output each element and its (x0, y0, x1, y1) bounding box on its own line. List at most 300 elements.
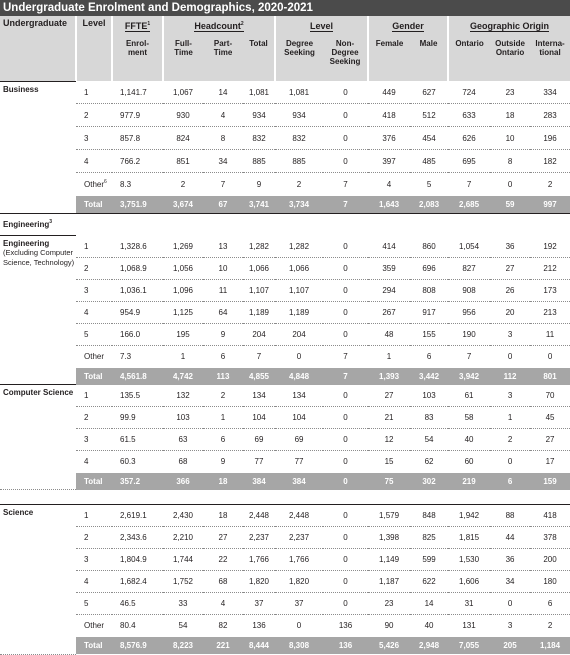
value-cell: 68 (178, 456, 188, 466)
value-cell: 0 (323, 127, 368, 150)
header-headcount: Headcount$^2$ (163, 16, 275, 36)
value-cell: 7 (466, 351, 472, 361)
total-value: 5,426 (368, 637, 410, 655)
value-cell: 83 (410, 406, 448, 428)
total-value: 205 (490, 637, 530, 655)
table-row (0, 104, 570, 127)
value-cell: 0 (323, 527, 368, 549)
level-cell: Other (84, 351, 105, 361)
value-cell: 90 (384, 621, 394, 630)
engineering-program-name (0, 236, 76, 385)
value-cell: 485 (410, 150, 448, 173)
value-cell: 1,606 (448, 571, 490, 593)
total-label: Total (76, 367, 112, 385)
value-cell: 37 (243, 593, 275, 615)
header-male: Male (410, 36, 448, 81)
value-cell: 88 (490, 505, 530, 527)
value-cell: 10 (203, 257, 243, 279)
table-row (0, 428, 570, 450)
total-value: 18 (203, 472, 243, 490)
value-cell: 212 (530, 257, 570, 279)
value-cell: 1,068.9 (112, 257, 163, 279)
header-geographic-origin: Geographic Origin (448, 16, 570, 36)
value-cell: 7 (256, 351, 262, 361)
value-cell: 397 (368, 150, 410, 173)
value-cell: 0 (323, 150, 368, 173)
value-cell: 2,430 (163, 505, 203, 527)
value-cell: 213 (530, 301, 570, 323)
value-cell: 626 (448, 127, 490, 150)
value-cell: 69 (243, 428, 275, 450)
value-cell: 2,237 (243, 527, 275, 549)
value-cell: 61.5 (112, 428, 163, 450)
value-cell: 45 (530, 406, 570, 428)
total-value: 801 (530, 367, 570, 385)
value-cell: 1,081 (243, 81, 275, 104)
value-cell: 5 (426, 179, 432, 189)
value-cell: 9 (256, 179, 262, 189)
value-cell: 2 (203, 385, 243, 407)
value-cell: 1 (180, 351, 186, 361)
value-cell: 0 (323, 81, 368, 104)
value-cell: 7.3 (120, 351, 132, 361)
table-row (0, 406, 570, 428)
value-cell: 1,682.4 (112, 571, 163, 593)
level-cell: 1 (76, 81, 112, 104)
value-cell: 857.8 (112, 127, 163, 150)
value-cell: 104 (243, 406, 275, 428)
total-value: 2,685 (448, 196, 490, 214)
value-cell: 334 (530, 81, 570, 104)
business-program-name (0, 81, 76, 214)
value-cell: 132 (163, 385, 203, 407)
value-cell: 190 (448, 323, 490, 345)
total-value: 159 (530, 472, 570, 490)
header-level: Level (76, 16, 112, 81)
value-cell: 36 (490, 236, 530, 258)
value-cell: 599 (410, 549, 448, 571)
cs-program-name (0, 385, 76, 490)
header-ffte: FFTE$^1$ (112, 16, 163, 36)
value-cell: 1,066 (243, 257, 275, 279)
total-value: 2,083 (410, 196, 448, 214)
total-value: 3,751.9 (112, 196, 163, 214)
value-cell: 827 (448, 257, 490, 279)
level-cell: Other (84, 621, 105, 630)
level-cell: 5 (76, 323, 112, 345)
table-row (0, 150, 570, 173)
table-row (0, 127, 570, 150)
total-value: 3,741 (243, 196, 275, 214)
total-value: 1,643 (368, 196, 410, 214)
value-cell: 8 (490, 150, 530, 173)
value-cell: 12 (368, 428, 410, 450)
value-cell: 6 (203, 428, 243, 450)
value-cell: 2,448 (275, 505, 323, 527)
value-cell: 1,744 (163, 549, 203, 571)
level-cell: 2 (76, 406, 112, 428)
value-cell: 6 (530, 593, 570, 615)
header-outside-ontario: Outside Ontario (490, 36, 530, 81)
level-cell: 1 (76, 236, 112, 258)
value-cell: 1,067 (163, 81, 203, 104)
value-cell: 134 (243, 385, 275, 407)
total-value: 221 (203, 637, 243, 655)
value-cell: 378 (530, 527, 570, 549)
table-row (0, 549, 570, 571)
total-value: 75 (368, 472, 410, 490)
value-cell: 7 (466, 179, 472, 189)
value-cell: 26 (490, 279, 530, 301)
value-cell: 60 (464, 456, 474, 466)
value-cell: 1,766 (243, 549, 275, 571)
value-cell: 27 (368, 385, 410, 407)
total-value: 67 (203, 196, 243, 214)
value-cell: 1,328.6 (112, 236, 163, 258)
total-value: 3,442 (410, 367, 448, 385)
value-cell: 1,107 (243, 279, 275, 301)
total-value: 0 (323, 472, 368, 490)
table-row (0, 81, 570, 104)
value-cell: 2,210 (163, 527, 203, 549)
value-cell: 1,107 (275, 279, 323, 301)
value-cell: 103 (163, 406, 203, 428)
value-cell: 11 (203, 279, 243, 301)
value-cell: 860 (410, 236, 448, 258)
level-cell: 2 (76, 104, 112, 127)
level-cell: 3 (76, 279, 112, 301)
value-cell: 103 (410, 385, 448, 407)
table-row (0, 505, 570, 527)
value-cell: 173 (530, 279, 570, 301)
value-cell: 930 (163, 104, 203, 127)
value-cell: 0 (507, 351, 513, 361)
value-cell: 1,054 (448, 236, 490, 258)
level-label: Other (84, 179, 105, 189)
value-cell: 9 (203, 323, 243, 345)
value-cell: 449 (368, 81, 410, 104)
value-cell: 695 (448, 150, 490, 173)
value-cell: 1,579 (368, 505, 410, 527)
value-cell: 2 (547, 621, 553, 630)
header-enrolment: Enrol- ment (112, 36, 163, 81)
value-cell: 31 (448, 593, 490, 615)
level-cell (76, 173, 112, 196)
value-cell: 3 (490, 323, 530, 345)
value-cell: 155 (410, 323, 448, 345)
value-cell: 10 (490, 127, 530, 150)
value-cell: 2 (490, 428, 530, 450)
total-value: 6 (490, 472, 530, 490)
value-cell: 204 (243, 323, 275, 345)
total-value: 997 (530, 196, 570, 214)
value-cell: 1,141.7 (112, 81, 163, 104)
total-value: 3,734 (275, 196, 323, 214)
value-cell: 14 (203, 81, 243, 104)
total-value: 384 (243, 472, 275, 490)
header-international: Interna- tional (530, 36, 570, 81)
value-cell: 0 (323, 549, 368, 571)
value-cell: 2,619.1 (112, 505, 163, 527)
value-cell: 1,125 (163, 301, 203, 323)
footnote-marker: 3 (49, 219, 53, 225)
value-cell: 36 (490, 549, 530, 571)
value-cell: 1,096 (163, 279, 203, 301)
value-cell: 1,269 (163, 236, 203, 258)
value-cell: 27 (490, 257, 530, 279)
value-cell: 418 (530, 505, 570, 527)
value-cell: 917 (410, 301, 448, 323)
value-cell: 2,343.6 (112, 527, 163, 549)
value-cell: 33 (163, 593, 203, 615)
value-cell: 46.5 (112, 593, 163, 615)
value-cell: 0 (507, 456, 513, 466)
value-cell: 2,448 (243, 505, 275, 527)
total-value: 1,184 (530, 637, 570, 655)
value-cell: 1 (386, 351, 392, 361)
total-value: 8,223 (163, 637, 203, 655)
value-cell: 7 (343, 179, 348, 189)
value-cell: 1,149 (368, 549, 410, 571)
value-cell: 832 (243, 127, 275, 150)
value-cell: 62 (424, 456, 434, 466)
total-value: 59 (490, 196, 530, 214)
header-degree-seeking: Degree Seeking (275, 36, 323, 81)
total-value: 357.2 (112, 472, 163, 490)
value-cell: 633 (448, 104, 490, 127)
table-row (0, 450, 570, 472)
total-value: 366 (163, 472, 203, 490)
total-label: Total (76, 472, 112, 490)
section-gap (0, 490, 570, 505)
value-cell: 766.2 (112, 150, 163, 173)
total-label: Total (76, 196, 112, 214)
value-cell: 40 (424, 621, 434, 630)
value-cell: 4 (386, 179, 392, 189)
total-label: Total (76, 637, 112, 655)
table-row (0, 279, 570, 301)
value-cell: 195 (163, 323, 203, 345)
header-undergraduate: Undergraduate (0, 16, 76, 81)
total-row (0, 637, 570, 655)
total-value: 112 (490, 367, 530, 385)
total-value: 4,855 (243, 367, 275, 385)
value-cell: 1,282 (275, 236, 323, 258)
total-value: 3,942 (448, 367, 490, 385)
value-cell: 0 (296, 621, 302, 630)
value-cell: 131 (462, 621, 476, 630)
value-cell: 2 (180, 179, 186, 189)
value-cell: 825 (410, 527, 448, 549)
value-cell: 54 (178, 621, 188, 630)
value-cell: 832 (275, 127, 323, 150)
value-cell: 454 (410, 127, 448, 150)
table-title: Undergraduate Enrolment and Demographics, 2020-2021 (0, 0, 570, 16)
value-cell: 0 (323, 593, 368, 615)
total-value: 136 (323, 637, 368, 655)
value-cell: 0 (323, 104, 368, 127)
level-cell: 5 (76, 593, 112, 615)
value-cell: 70 (530, 385, 570, 407)
value-cell: 294 (368, 279, 410, 301)
table-row (0, 323, 570, 345)
value-cell: 8.3 (120, 179, 132, 189)
table-row (0, 385, 570, 407)
value-cell: 54 (410, 428, 448, 450)
value-cell: 136 (338, 621, 353, 630)
value-cell: 182 (530, 150, 570, 173)
level-cell: 1 (76, 505, 112, 527)
engineering-section-heading (0, 214, 570, 236)
value-cell: 359 (368, 257, 410, 279)
value-cell: 977.9 (112, 104, 163, 127)
value-cell: 21 (368, 406, 410, 428)
table-row (0, 301, 570, 323)
value-cell: 27 (530, 428, 570, 450)
value-cell: 3 (507, 621, 513, 630)
value-cell: 1,398 (368, 527, 410, 549)
header-female: Female (368, 36, 410, 81)
value-cell: 135.5 (112, 385, 163, 407)
value-cell: 0 (323, 257, 368, 279)
table-row (0, 615, 570, 637)
table-row (0, 593, 570, 615)
total-value: 4,742 (163, 367, 203, 385)
value-cell: 134 (275, 385, 323, 407)
value-cell: 18 (490, 104, 530, 127)
total-value: 3,674 (163, 196, 203, 214)
value-cell: 196 (530, 127, 570, 150)
value-cell: 6 (426, 351, 432, 361)
value-cell: 1,820 (243, 571, 275, 593)
total-value: 2,948 (410, 637, 448, 655)
value-cell: 4 (203, 104, 243, 127)
total-value: 4,848 (275, 367, 323, 385)
value-cell: 63 (163, 428, 203, 450)
value-cell: 418 (368, 104, 410, 127)
value-cell: 3 (490, 385, 530, 407)
level-cell: 4 (76, 571, 112, 593)
level-cell: 4 (84, 456, 89, 466)
table-row (0, 345, 570, 367)
value-cell: 1,056 (163, 257, 203, 279)
program-name-label: Science (3, 508, 34, 517)
value-cell: 0 (323, 385, 368, 407)
value-cell: 2,237 (275, 527, 323, 549)
value-cell: 1 (203, 406, 243, 428)
value-cell: 1,189 (275, 301, 323, 323)
value-cell: 48 (368, 323, 410, 345)
value-cell: 34 (490, 571, 530, 593)
total-row (0, 472, 570, 490)
header-non-degree-seeking: Non- Degree Seeking (323, 36, 368, 81)
value-cell: 0 (323, 406, 368, 428)
level-cell: 4 (76, 150, 112, 173)
total-value: 1,393 (368, 367, 410, 385)
value-cell: 37 (275, 593, 323, 615)
value-cell: 1,815 (448, 527, 490, 549)
value-cell: 99.9 (112, 406, 163, 428)
level-cell: 3 (76, 127, 112, 150)
value-cell: 1,187 (368, 571, 410, 593)
value-cell: 34 (203, 150, 243, 173)
value-cell: 512 (410, 104, 448, 127)
value-cell: 23 (368, 593, 410, 615)
value-cell: 22 (203, 549, 243, 571)
value-cell: 23 (490, 81, 530, 104)
value-cell: 13 (203, 236, 243, 258)
total-value: 7 (323, 196, 368, 214)
value-cell: 954.9 (112, 301, 163, 323)
value-cell: 61 (448, 385, 490, 407)
table-row (0, 257, 570, 279)
value-cell: 724 (448, 81, 490, 104)
value-cell: 7 (343, 351, 348, 361)
value-cell: 0 (490, 593, 530, 615)
level-cell: 4 (76, 301, 112, 323)
value-cell: 934 (275, 104, 323, 127)
value-cell: 180 (530, 571, 570, 593)
total-value: 7 (323, 367, 368, 385)
table-row (0, 571, 570, 593)
program-note: (Excluding Computer Science, Technology) (3, 248, 75, 267)
value-cell: 60.3 (120, 456, 136, 466)
value-cell: 27 (203, 527, 243, 549)
value-cell: 44 (490, 527, 530, 549)
value-cell: 0 (323, 505, 368, 527)
table-row (0, 527, 570, 549)
value-cell: 885 (243, 150, 275, 173)
value-cell: 11 (530, 323, 570, 345)
value-cell: 204 (275, 323, 323, 345)
total-value: 8,444 (243, 637, 275, 655)
value-cell: 0 (507, 179, 513, 189)
value-cell: 17 (545, 456, 555, 466)
value-cell: 9 (220, 456, 226, 466)
engineering-heading (0, 214, 570, 236)
total-value: 302 (410, 472, 448, 490)
value-cell: 15 (384, 456, 394, 466)
value-cell: 40 (448, 428, 490, 450)
value-cell: 885 (275, 150, 323, 173)
value-cell: 69 (275, 428, 323, 450)
total-value: 113 (203, 367, 243, 385)
value-cell: 848 (410, 505, 448, 527)
table-row (0, 236, 570, 258)
total-value: 8,576.9 (112, 637, 163, 655)
value-cell: 1,066 (275, 257, 323, 279)
total-value: 4,561.8 (112, 367, 163, 385)
value-cell: 166.0 (112, 323, 163, 345)
total-value: 219 (448, 472, 490, 490)
program-name-label: Computer Science (3, 388, 74, 397)
header-total: Total (243, 36, 275, 81)
value-cell: 0 (323, 428, 368, 450)
value-cell: 376 (368, 127, 410, 150)
value-cell: 934 (243, 104, 275, 127)
header-ontario: Ontario (448, 36, 490, 81)
value-cell: 1,036.1 (112, 279, 163, 301)
value-cell: 1,766 (275, 549, 323, 571)
value-cell: 14 (410, 593, 448, 615)
value-cell: 908 (448, 279, 490, 301)
value-cell: 627 (410, 81, 448, 104)
value-cell: 0 (323, 301, 368, 323)
level-cell: 2 (76, 527, 112, 549)
value-cell: 1,804.9 (112, 549, 163, 571)
value-cell: 267 (368, 301, 410, 323)
value-cell: 2 (547, 179, 553, 189)
